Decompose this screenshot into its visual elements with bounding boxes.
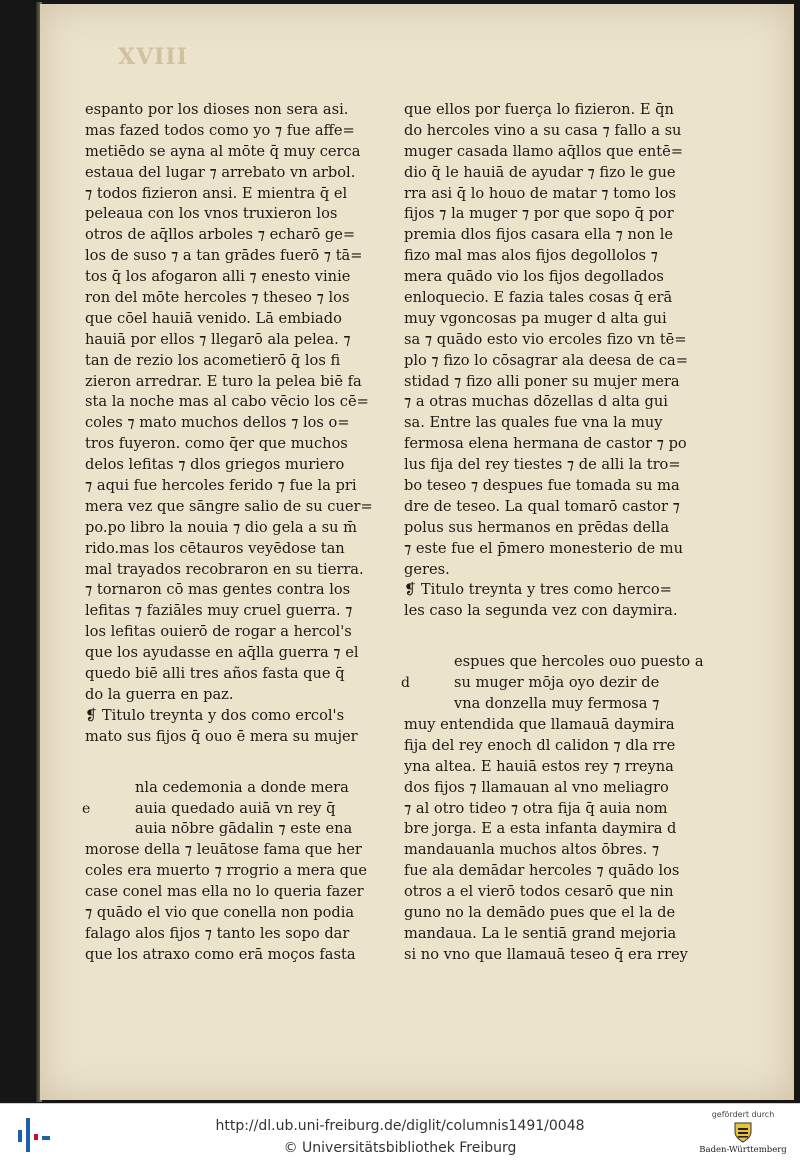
text-line: peleaua con los vnos truxieron los <box>85 205 338 223</box>
guide-letter-right: d <box>401 675 410 692</box>
text-line: fizo mal mas alos fijos degollolos ⁊ <box>404 247 658 265</box>
text-line: do hercoles vino a su casa ⁊ fallo a su <box>404 121 682 139</box>
text-line: muy vgoncosas pa muger d alta gui <box>404 309 667 327</box>
sponsor-name: Baden-Württemberg <box>699 1145 787 1155</box>
text-line: espues que hercoles ouo puesto a <box>454 653 704 671</box>
text-line: dio q̄ le hauiā de ayudar ⁊ fizo le gue <box>404 163 676 181</box>
text-line: mera vez que sāngre salio de su cuer= <box>85 497 373 515</box>
text-line: do la guerra en paz. <box>85 685 234 703</box>
text-line: tan de rezio los acometierō q̄ los fi <box>85 351 341 369</box>
left-column <box>82 100 375 966</box>
text-line: rra asi q̄ lo houo de matar ⁊ tomo los <box>404 184 676 202</box>
text-line: coles era muerto ⁊ rrogrio a mera que <box>85 862 368 880</box>
text-line: yna altea. E hauiā estos rey ⁊ rreyna <box>404 757 674 775</box>
text-line: fijos ⁊ la muger ⁊ por que sopo q̄ por <box>404 205 674 223</box>
text-line: su muger mōja oyo dezir de <box>454 674 660 692</box>
text-line: ⁊ este fue el p̄mero monesterio de mu <box>404 539 683 557</box>
text-line: auia nōbre gādalin ⁊ este ena <box>135 820 353 838</box>
text-line: dre de teseo. La qual tomarō castor ⁊ <box>404 497 680 515</box>
text-line: lus fija del rey tiestes ⁊ de alli la tro= <box>404 456 681 474</box>
text-line: mas fazed todos como yo ⁊ fue affe= <box>85 121 355 139</box>
text-line: falago alos fijos ⁊ tanto les sopo dar <box>85 924 350 942</box>
text-line: metiēdo se ayna al mōte q̄ muy cerca <box>85 142 361 160</box>
left-initial-block <box>82 778 375 966</box>
text-line: fue ala demādar hercoles ⁊ quādo los <box>404 862 680 880</box>
text-line: sa. Entre las quales fue vna la muy <box>404 414 663 432</box>
text-line: guno no la demādo pues que el la de <box>404 903 676 921</box>
guide-letter-left: e <box>82 800 91 817</box>
text-line: vna donzella muy fermosa ⁊ <box>454 695 660 713</box>
text-line: premia dlos fijos casara ella ⁊ non le <box>404 226 674 244</box>
text-line: los lefitas ouierō de rogar a hercol's <box>85 623 352 641</box>
text-line: estaua del lugar ⁊ arrebato vn arbol. <box>85 163 356 181</box>
text-line: ⁊ todos fizieron ansi. E mientra q̄ el <box>85 184 348 202</box>
text-line: mato sus fijos q̄ ouo ē mera su mujer <box>85 727 358 745</box>
baden-wuerttemberg-crest-icon <box>731 1120 755 1144</box>
right-column <box>401 100 704 966</box>
text-line: morose della ⁊ leuātose fama que her <box>85 841 362 859</box>
text-line: muy entendida que llamauā daymira <box>404 715 675 733</box>
text-line: mandaua. La le sentiā grand mejoria <box>404 924 677 942</box>
left-column-text <box>85 100 375 748</box>
text-line: que cōel hauiā venido. Lā embiado <box>85 309 342 327</box>
text-line: polus sus hermanos en prēdas della <box>404 518 670 536</box>
text-line: lefitas ⁊ faziāles muy cruel guerra. ⁊ <box>85 602 353 620</box>
text-line: que los atraxo como erā moços fasta <box>85 945 356 963</box>
viewer-footer <box>0 1103 800 1163</box>
text-line: tos q̄ los afogaron alli ⁊ enesto vinie <box>85 268 351 286</box>
text-line: bo teseo ⁊ despues fue tomada su ma <box>404 477 680 495</box>
text-line: mal trayados recobraron en su tierra. <box>85 560 364 578</box>
text-line: fija del rey enoch dl calidon ⁊ dla rre <box>404 736 676 754</box>
text-line: fermosa elena hermana de castor ⁊ po <box>404 435 687 453</box>
text-line: ⁊ a otras muchas dōzellas d alta gui <box>404 393 668 411</box>
text-line: ⁊ quādo el vio que conella non podia <box>85 903 355 921</box>
left-second-block-text <box>85 778 375 966</box>
text-line: auia quedado auiā vn rey q̄ <box>135 799 336 817</box>
text-line: mandauanla muchos altos ōbres. ⁊ <box>404 841 660 859</box>
text-line: zieron arredrar. E turo la pelea biē fa <box>85 372 362 390</box>
copyright-text: © Universitätsbibliothek Freiburg <box>283 1140 517 1156</box>
text-line: tros fuyeron. como q̄er que muchos <box>85 435 348 453</box>
sponsor-label: gefördert durch <box>711 1110 775 1119</box>
text-line: ⁊ al otro tideo ⁊ otra fija q̄ auia nom <box>404 799 668 817</box>
text-line: espanto por los dioses non sera asi. <box>85 101 349 118</box>
document-url-link[interactable]: http://dl.ub.uni-freiburg.de/diglit/columnis1491/0048 <box>215 1118 585 1134</box>
text-line: nla cedemonia a donde mera <box>135 778 349 796</box>
text-line: que los ayudasse en aq̄lla guerra ⁊ el <box>85 644 359 662</box>
text-line: otros a el vierō todos cesarō que nin <box>404 883 674 901</box>
right-initial-block <box>401 652 704 965</box>
text-line: que ellos por fuerça lo fizieron. E q̄n <box>404 101 674 118</box>
text-line: los de suso ⁊ a tan grādes fuerō ⁊ tā= <box>85 247 363 265</box>
text-line: ⁊ tornaron cō mas gentes contra los <box>85 581 351 599</box>
text-line: ron del mōte hercoles ⁊ theseo ⁊ los <box>85 289 350 307</box>
text-line: enloquecio. E fazia tales cosas q̄ erā <box>404 289 673 307</box>
text-line: mera quādo vio los fijos degollados <box>404 268 664 286</box>
text-line: si no vno que llamauā teseo q̄ era rrey <box>404 945 688 963</box>
text-line: sa ⁊ quādo esto vio ercoles fizo vn tē= <box>404 330 687 348</box>
right-second-block-text <box>404 652 704 965</box>
text-line: quedo biē alli tres años fasta que q̄ <box>85 665 345 683</box>
text-line: rido.mas los cētauros veyēdose tan <box>85 539 345 557</box>
text-line: muger casada llamo aq̄llos que entē= <box>404 142 683 160</box>
text-line: stidad ⁊ fizo alli poner su mujer mera <box>404 372 680 390</box>
folio-number: XVIII <box>118 44 189 70</box>
text-line: delos lefitas ⁊ dlos griegos muriero <box>85 456 345 474</box>
sponsor-block <box>688 1108 798 1162</box>
text-line: ❡ Titulo treynta y dos como ercol's <box>85 706 345 724</box>
text-line: case conel mas ella no lo queria fazer <box>85 883 364 901</box>
text-line: les caso la segunda vez con daymira. <box>404 602 678 620</box>
text-line: po.po libro la nouia ⁊ dio gela a su m̄ <box>85 518 357 536</box>
right-column-text <box>404 100 704 622</box>
text-line: geres. <box>404 560 450 578</box>
text-line: otros de aq̄llos arboles ⁊ echarō ge= <box>85 226 356 244</box>
text-line: plo ⁊ fizo lo cōsagrar ala deesa de ca= <box>404 351 688 369</box>
text-line: sta la noche mas al cabo vēcio los cē= <box>85 393 369 411</box>
text-line: ⁊ aqui fue hercoles ferido ⁊ fue la pri <box>85 477 357 495</box>
text-line: ❡ Titulo treynta y tres como herco= <box>404 581 672 599</box>
text-line: hauiā por ellos ⁊ llegarō ala pelea. ⁊ <box>85 330 351 348</box>
text-line: dos fijos ⁊ llamauan al vno meliagro <box>404 778 669 796</box>
text-line: coles ⁊ mato muchos dellos ⁊ los o= <box>85 414 350 432</box>
text-line: bre jorga. E a esta infanta daymira d <box>404 820 677 838</box>
